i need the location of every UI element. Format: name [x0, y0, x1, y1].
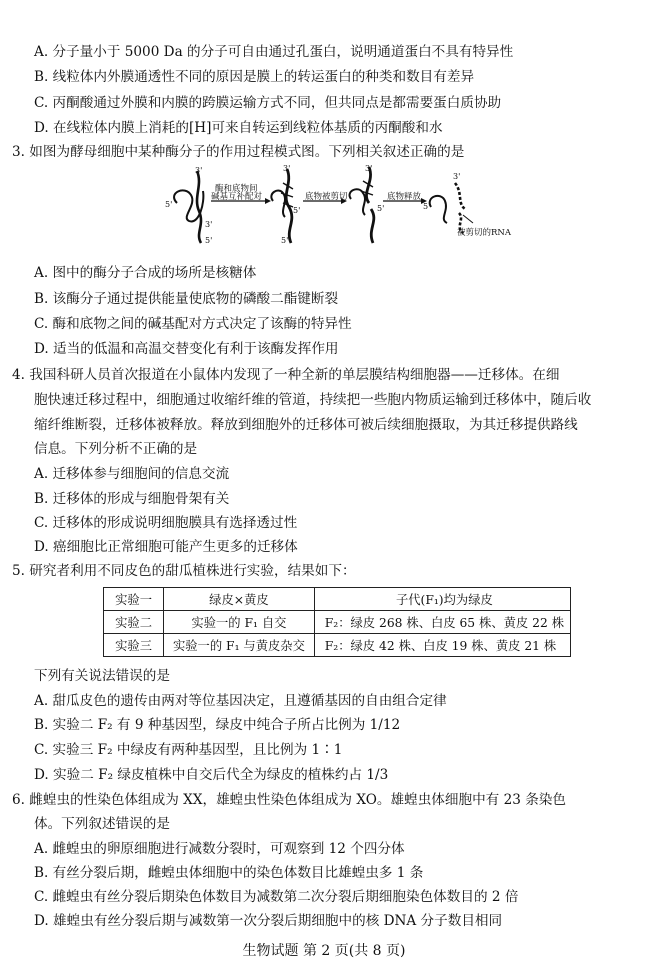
table-cell: 子代(F₁)均为绿皮: [314, 588, 570, 611]
enzyme-process-diagram: [155, 163, 511, 245]
q3-option-a: A. 图中的酶分子合成的场所是核糖体: [34, 265, 257, 281]
q4-stem-line-3: 缩纤维断裂，迁移体被释放。释放到细胞外的迁移体可被后续细胞摄取，为其迁移提供路线: [34, 417, 578, 433]
q6-option-a: A. 雌蝗虫的卵原细胞进行减数分裂时，可观察到 12 个四分体: [34, 841, 405, 857]
result-label: 被剪切的RNA: [457, 228, 511, 238]
q3-option-d: D. 适当的低温和高温交替变化有利于该酶发挥作用: [34, 341, 339, 357]
table-cell: 实验三: [104, 634, 164, 657]
step1-label-line1: 酶和底物间: [215, 184, 258, 194]
q5-option-b: B. 实验二 F₂ 有 9 种基因型，绿皮中纯合子所占比例为 1/12: [34, 717, 401, 733]
q6-option-d: D. 雄蝗虫有丝分裂后期与减数第一次分裂后期细胞中的核 DNA 分子数目相同: [34, 913, 503, 929]
q4-stem-line-2: 胞快速迁移过程中，细胞通过收缩纤维的管道，持续把一些胞内物质运输到迁移体中，随后收: [34, 392, 592, 408]
end-label-5c: 5': [293, 206, 301, 215]
stage-released: [430, 183, 465, 233]
stage-enzyme-substrate: [174, 171, 203, 243]
end-label-5e: 5': [377, 204, 385, 213]
table-cell: 实验二: [104, 611, 164, 634]
end-label-3b: 3': [205, 220, 213, 229]
end-label-5: 5': [165, 200, 173, 209]
table-cell: 实验一的 F₁ 与黄皮杂交: [164, 634, 315, 657]
q6-option-c: C. 雌蝗虫有丝分裂后期染色体数目为减数第二次分裂后期细胞染色体数目的 2 倍: [34, 889, 519, 905]
end-label-3: 3': [195, 166, 203, 175]
end-label-3c: 3': [283, 164, 291, 173]
q3-option-b: B. 该酶分子通过提供能量使底物的磷酸二酯键断裂: [34, 291, 339, 307]
table-cell: 绿皮×黄皮: [164, 588, 315, 611]
end-label-3e: 3': [453, 172, 461, 181]
experiment-table: [103, 587, 571, 657]
prev-option-a: A. 分子量小于 5000 Da 的分子可自由通过孔蛋白，说明通道蛋白不具有特异性: [34, 44, 514, 60]
end-label-5b: 5': [205, 236, 213, 245]
prev-option-c: C. 丙酮酸通过外膜和内膜的跨膜运输方式不同，但共同点是都需要蛋白质协助: [34, 95, 502, 111]
end-label-5d: 5': [281, 236, 289, 245]
step3-label: 底物释放: [387, 192, 422, 202]
q5-option-d: D. 实验二 F₂ 绿皮植株中自交后代全为绿皮的植株约占 1/3: [34, 767, 389, 783]
page-footer: 生物试题 第 2 页(共 8 页): [242, 943, 406, 959]
stage-cut-complex: [350, 167, 374, 243]
q6-stem-line-2: 体。下列叙述错误的是: [34, 816, 170, 832]
table-cell: 实验一的 F₁ 自交: [164, 611, 315, 634]
prev-option-d: D. 在线粒体内膜上消耗的[H]可来自转运到线粒体基质的丙酮酸和水: [34, 120, 443, 136]
table-row: [104, 634, 571, 657]
table-cell: F₂：绿皮 268 株、白皮 65 株、黄皮 22 株: [314, 611, 570, 634]
end-label-3d: 3': [365, 164, 373, 173]
q5-prompt: 下列有关说法错误的是: [34, 668, 170, 684]
table-row: [104, 611, 571, 634]
stage-paired-complex: [271, 169, 293, 243]
q5-option-a: A. 甜瓜皮色的遗传由两对等位基因决定，且遵循基因的自由组合定律: [34, 693, 447, 709]
step1-label-line2: 碱基互补配对: [211, 192, 263, 202]
q6-stem-line-1: 6. 雌蝗虫的性染色体组成为 XX，雄蝗虫性染色体组成为 XO。雄蝗虫体细胞中有 23 条染色: [12, 792, 566, 808]
step2-label: 底物被剪切: [305, 192, 348, 202]
q5-option-c: C. 实验三 F₂ 中绿皮有两种基因型，且比例为 1∶1: [34, 742, 343, 758]
table-cell: F₂：绿皮 42 株、白皮 19 株、黄皮 21 株: [314, 634, 570, 657]
q4-stem-line-4: 信息。下列分析不正确的是: [34, 441, 198, 457]
q3-option-c: C. 酶和底物之间的碱基配对方式决定了该酶的特异性: [34, 316, 352, 332]
end-label-5f: 5': [423, 202, 431, 211]
arrow-1-head: [265, 198, 271, 204]
q6-option-b: B. 有丝分裂后期，雌蝗虫体细胞中的染色体数目比雄蝗虫多 1 条: [34, 865, 424, 881]
table-row: [104, 588, 571, 611]
table-cell: 实验一: [104, 588, 164, 611]
q4-option-b: B. 迁移体的形成与细胞骨架有关: [34, 491, 230, 507]
q4-option-c: C. 迁移体的形成说明细胞膜具有选择透过性: [34, 515, 298, 531]
q4-option-d: D. 癌细胞比正常细胞可能产生更多的迁移体: [34, 539, 298, 555]
q4-option-a: A. 迁移体参与细胞间的信息交流: [34, 466, 230, 482]
label-leader: [463, 215, 473, 223]
q5-stem: 5. 研究者利用不同皮色的甜瓜植株进行实验，结果如下：: [12, 563, 356, 579]
q4-stem-line-1: 4. 我国科研人员首次报道在小鼠体内发现了一种全新的单层膜结构细胞器——迁移体。在细: [12, 367, 560, 383]
q3-stem: 3. 如图为酵母细胞中某种酶分子的作用过程模式图。下列相关叙述正确的是: [12, 144, 465, 160]
prev-option-b: B. 线粒体内外膜通透性不同的原因是膜上的转运蛋白的种类和数目有差异: [34, 69, 475, 85]
